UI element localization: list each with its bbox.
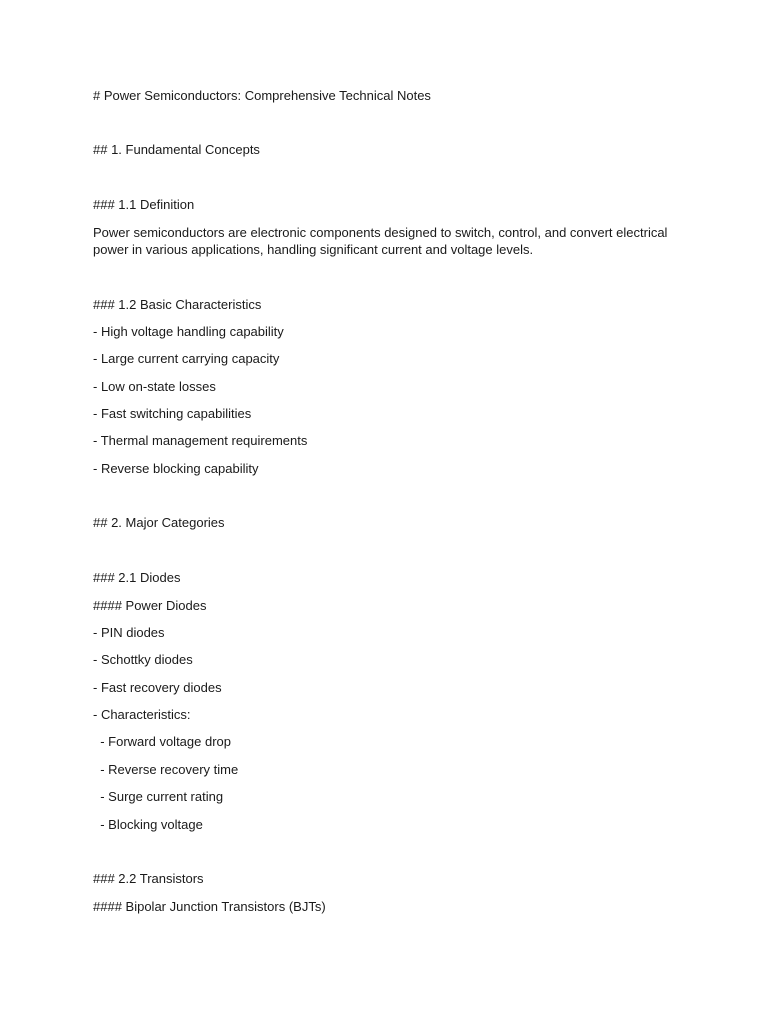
list-item: - Blocking voltage — [93, 817, 203, 832]
list-item: - Reverse recovery time — [93, 762, 239, 777]
list-item: - Fast switching capabilities — [93, 406, 252, 421]
list-item: - High voltage handling capability — [93, 324, 284, 339]
definition-line-1: Power semiconductors are electronic components designed to switch, control, and convert electrical — [93, 225, 668, 240]
list-item: - Schottky diodes — [93, 652, 193, 667]
subsection-heading-transistors: ### 2.2 Transistors — [93, 871, 204, 886]
list-item: - Fast recovery diodes — [93, 680, 222, 695]
subsection-heading-basic: ### 1.2 Basic Characteristics — [93, 297, 262, 312]
definition-line-2: power in various applications, handling significant current and voltage levels. — [93, 242, 534, 257]
section-heading-fundamental: ## 1. Fundamental Concepts — [93, 142, 260, 157]
subheading-bjt: #### Bipolar Junction Transistors (BJTs) — [93, 899, 326, 914]
list-item: - Low on-state losses — [93, 379, 216, 394]
list-item: - Thermal management requirements — [93, 433, 308, 448]
list-item: - Reverse blocking capability — [93, 461, 259, 476]
list-item: - Forward voltage drop — [93, 734, 232, 749]
subsection-heading-diodes: ### 2.1 Diodes — [93, 570, 181, 585]
list-item: - Surge current rating — [93, 789, 224, 804]
subsection-heading-definition: ### 1.1 Definition — [93, 197, 195, 212]
list-item: - PIN diodes — [93, 625, 165, 640]
list-item: - Large current carrying capacity — [93, 351, 280, 366]
list-item: - Characteristics: — [93, 707, 191, 722]
subheading-power-diodes: #### Power Diodes — [93, 598, 207, 613]
section-heading-major: ## 2. Major Categories — [93, 515, 225, 530]
document-title: # Power Semiconductors: Comprehensive Technical Notes — [93, 88, 431, 103]
